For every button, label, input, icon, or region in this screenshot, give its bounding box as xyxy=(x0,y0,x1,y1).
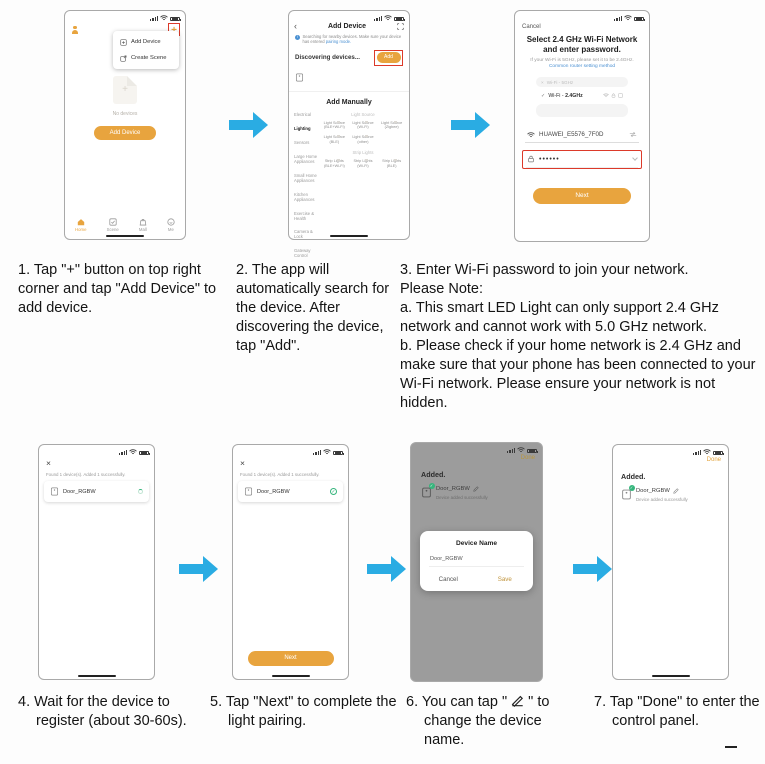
status-bar xyxy=(613,445,728,455)
arrow-right xyxy=(228,112,270,138)
info-icon: ! xyxy=(296,34,299,39)
page-title: Add Device xyxy=(327,23,367,30)
device-name-input[interactable]: Door_RGBW xyxy=(429,556,524,567)
caption-step6 xyxy=(406,693,574,750)
device-row[interactable] xyxy=(44,481,149,502)
battery-icon xyxy=(170,17,180,22)
save-button[interactable]: Save xyxy=(497,576,512,583)
home-icon xyxy=(77,218,85,226)
caption-step7: 7. Tap "Done" to enter the control panel. xyxy=(594,694,760,729)
add-button[interactable]: Add xyxy=(377,52,401,63)
category-large-home-appliances[interactable]: Large Home Appliances xyxy=(294,154,318,165)
battery-icon xyxy=(139,451,149,456)
done-button[interactable]: Done xyxy=(706,457,721,463)
section-header-light-source: Light Source xyxy=(351,111,375,117)
device-icon xyxy=(244,487,253,496)
add-button-highlight xyxy=(374,50,403,66)
discovered-device-icon xyxy=(295,73,304,82)
added-heading: Added. xyxy=(621,472,646,481)
grid-item[interactable]: Strip Lights (BLE+Wi-Fi) xyxy=(323,159,345,168)
wifi-icon xyxy=(323,449,331,455)
caption-step3-note-b: b. Please check if your home network is 2.4 GHz and make sure that your phone has been connected to your Wi-Fi network. Please ensure your network is not hidden. xyxy=(400,338,756,411)
signal-icon xyxy=(507,448,515,453)
cross-icon: × xyxy=(541,79,544,85)
added-heading: Added. xyxy=(421,470,446,479)
wifi-icon xyxy=(517,447,525,453)
device-icon xyxy=(621,489,632,500)
wifi-icon xyxy=(603,93,609,98)
nav-label: Scene xyxy=(106,227,119,232)
device-row[interactable] xyxy=(238,481,343,502)
nav-tab-scene[interactable] xyxy=(107,218,119,232)
added-device-row xyxy=(411,479,542,503)
wifi-icon xyxy=(384,15,392,21)
nav-label: Home xyxy=(75,227,87,232)
signal-icon xyxy=(374,16,382,21)
lock-icon xyxy=(611,93,616,98)
menu-item-add-device[interactable] xyxy=(113,34,179,50)
status-bar xyxy=(411,443,542,453)
ssid-field[interactable] xyxy=(525,128,639,143)
banner-text: Searching for nearby devices. Make sure your device has entered xyxy=(302,34,402,45)
me-icon xyxy=(167,218,175,226)
home-indicator xyxy=(78,675,116,678)
device-name: Door_RGBW xyxy=(257,488,290,495)
added-device-row xyxy=(613,481,728,505)
wifi-icon xyxy=(160,15,168,21)
device-name-dialog xyxy=(420,531,533,591)
battery-icon xyxy=(394,17,404,22)
add-manually-header: Add Manually xyxy=(326,98,372,106)
device-icon xyxy=(421,487,432,498)
wifi-icon xyxy=(527,132,535,138)
battery-icon xyxy=(634,17,644,22)
arrow-right xyxy=(450,112,492,138)
device-added-text: Device added successfully xyxy=(636,496,688,502)
category-sensors[interactable]: Sensors xyxy=(294,140,310,146)
arrow-right xyxy=(572,556,614,582)
pencil-icon[interactable] xyxy=(473,486,479,492)
category-small-home-appliances[interactable]: Small Home Appliances xyxy=(294,173,317,183)
status-bar xyxy=(233,445,348,455)
good-band-prefix: Wi-Fi - xyxy=(548,92,566,99)
dialog-title: Device Name xyxy=(455,540,498,547)
arrow-right xyxy=(178,556,220,582)
scene-icon xyxy=(120,55,127,62)
caption-step3-note-a: a. This smart LED Light can only support 2.4 GHz network and cannot work with 5.0 GHz network. xyxy=(400,300,719,335)
switch-network-icon[interactable] xyxy=(629,131,637,138)
grid-item[interactable]: Strip Lights (BLE) xyxy=(382,159,402,168)
pencil-icon xyxy=(511,694,524,707)
device-icon xyxy=(50,487,59,496)
wifi-icon xyxy=(703,449,711,455)
category-gateway-control[interactable]: Gateway Control xyxy=(294,248,311,259)
category-camera-lock[interactable]: Camera & Lock xyxy=(294,229,313,240)
caption-step6-prefix: 6. You can tap " xyxy=(406,694,512,710)
scan-icon[interactable] xyxy=(397,23,404,30)
category-sidebar xyxy=(289,109,320,264)
caption-step6-suffix: " to change the device name. xyxy=(424,694,550,748)
grid-item[interactable]: Light Source (other) xyxy=(352,135,374,144)
signal-icon xyxy=(693,450,701,455)
signal-icon xyxy=(119,450,127,455)
caption-step3-line1: 3. Enter Wi-Fi password to join your network. xyxy=(400,262,689,278)
grid-item[interactable]: Light Source (BLE) xyxy=(323,135,345,144)
plus-icon: + xyxy=(122,84,128,95)
arrow-right xyxy=(366,556,408,582)
success-badge-icon: ✓ xyxy=(429,482,434,488)
cancel-button[interactable]: Cancel xyxy=(438,576,458,583)
close-icon[interactable]: × xyxy=(240,458,245,468)
grid-item[interactable]: Light Source (BLE+Wi-Fi) xyxy=(323,120,345,130)
grid-item[interactable]: Light Source (Zigbee) xyxy=(380,120,403,130)
device-name: Door_RGBW xyxy=(636,487,670,494)
loading-spinner-icon xyxy=(138,489,144,495)
back-icon[interactable]: ‹ xyxy=(294,21,297,31)
discovering-text: Discovering devices... xyxy=(295,54,360,62)
search-banner xyxy=(289,31,409,46)
signal-icon xyxy=(150,16,158,21)
password-value: •••••• xyxy=(539,155,560,163)
next-button[interactable]: Next xyxy=(533,188,631,204)
success-badge-icon: ✓ xyxy=(629,484,634,490)
device-added-text: Device added successfully xyxy=(436,494,488,500)
nav-tab-mall[interactable] xyxy=(139,218,147,232)
home-indicator xyxy=(106,235,144,238)
nav-tab-me[interactable] xyxy=(167,218,175,232)
page-mark xyxy=(725,746,737,748)
wifi-band-illustration xyxy=(536,77,628,117)
category-lighting[interactable]: Lighting xyxy=(294,126,311,132)
done-button[interactable]: Done xyxy=(520,455,535,461)
caption-step1: 1. Tap "+" button on top right corner and tap "Add Device" to add device. xyxy=(18,262,217,316)
phone-step3 xyxy=(514,10,650,242)
caption-step5: 5. Tap "Next" to complete the light pairing. xyxy=(210,694,397,729)
avatar[interactable] xyxy=(71,26,79,34)
phone-step5 xyxy=(232,444,349,680)
phone-step6 xyxy=(410,442,543,682)
home-indicator xyxy=(652,675,690,678)
empty-state-illustration xyxy=(113,76,137,104)
home-indicator xyxy=(272,675,310,678)
category-kitchen-appliances[interactable]: Kitchen Appliances xyxy=(294,191,315,202)
signal-icon xyxy=(614,16,622,21)
grid-item[interactable]: Light Source (Wi-Fi) xyxy=(352,120,374,130)
section-header-strip-lights: Strip Lights xyxy=(352,150,374,156)
signal-icon xyxy=(313,450,321,455)
phone-step7 xyxy=(612,444,729,680)
found-devices-text: Found 1 device(s). Added 1 successfully. xyxy=(240,472,320,477)
close-icon[interactable]: × xyxy=(46,458,51,468)
wifi-icon xyxy=(624,15,632,21)
bottom-nav xyxy=(65,218,185,232)
phone-step4 xyxy=(38,444,155,680)
category-electrical[interactable]: Electrical xyxy=(294,112,311,118)
scene-icon xyxy=(109,218,117,226)
checkbox-icon xyxy=(618,93,623,98)
battery-icon xyxy=(333,451,343,456)
router-setting-link[interactable]: Common router setting method xyxy=(548,64,616,70)
wifi-icon xyxy=(129,449,137,455)
status-bar xyxy=(289,11,409,21)
pairing-mode-link[interactable]: pairing mode. xyxy=(325,39,352,45)
add-device-button[interactable]: Add Device xyxy=(94,126,156,140)
title-line2: and enter password. xyxy=(543,45,621,54)
battery-icon xyxy=(713,451,723,456)
caption-step4: 4. Wait for the device to register (about 30-60s). xyxy=(18,694,187,729)
status-bar xyxy=(515,11,649,21)
phone-step1 xyxy=(64,10,186,240)
grid-item[interactable]: Strip Lights (Wi-Fi) xyxy=(353,159,373,168)
status-bar xyxy=(65,11,185,21)
cancel-button[interactable]: Cancel xyxy=(522,24,541,30)
title-line1: Select 2.4 GHz Wi-Fi Network xyxy=(526,35,638,44)
password-field[interactable] xyxy=(526,153,638,168)
add-dropdown-menu xyxy=(113,31,179,69)
device-name: Door_RGBW xyxy=(436,485,470,492)
nav-label: Me xyxy=(167,227,174,232)
password-highlight xyxy=(522,150,642,169)
nav-label: Mall xyxy=(138,227,147,232)
ssid-value: HUAWEI_E5576_7F0D xyxy=(539,131,604,139)
chevron-down-icon xyxy=(632,156,638,162)
empty-state-text: No devices xyxy=(112,111,138,117)
found-devices-text: Found 1 device(s). Added 1 successfully. xyxy=(46,472,126,477)
nav-tab-home[interactable] xyxy=(75,218,86,232)
menu-label-add-device: Add Device xyxy=(131,39,161,45)
next-button[interactable]: Next xyxy=(248,651,334,666)
success-check-icon: ✓ xyxy=(331,489,336,495)
subtitle-text: If your Wi-Fi is 5GHz, please set it to be 2.4GHz. xyxy=(530,58,634,63)
device-icon xyxy=(120,39,127,46)
good-band-label: 2.4GHz xyxy=(565,92,583,99)
menu-label-create-scene: Create Scene xyxy=(131,55,167,61)
device-grid xyxy=(320,109,409,264)
shopping-bag-icon xyxy=(139,218,147,226)
status-bar xyxy=(39,445,154,455)
category-exercise-health[interactable]: Exercise & Health xyxy=(294,210,315,221)
device-name: Door_RGBW xyxy=(63,488,96,495)
home-indicator xyxy=(330,235,368,238)
phone-step2 xyxy=(288,10,410,259)
pencil-icon[interactable] xyxy=(673,488,679,494)
bad-band-label: Wi-Fi - 5GHz xyxy=(546,79,574,85)
caption-step3 xyxy=(400,261,762,413)
check-icon: ✓ xyxy=(541,92,546,99)
battery-icon xyxy=(527,449,537,454)
caption-step2: 2. The app will automatically search for the device. After discovering the device, tap "Add". xyxy=(236,262,390,354)
caption-step3-line2: Please Note: xyxy=(400,281,484,297)
lock-icon xyxy=(527,155,535,163)
menu-item-create-scene[interactable] xyxy=(113,50,179,66)
